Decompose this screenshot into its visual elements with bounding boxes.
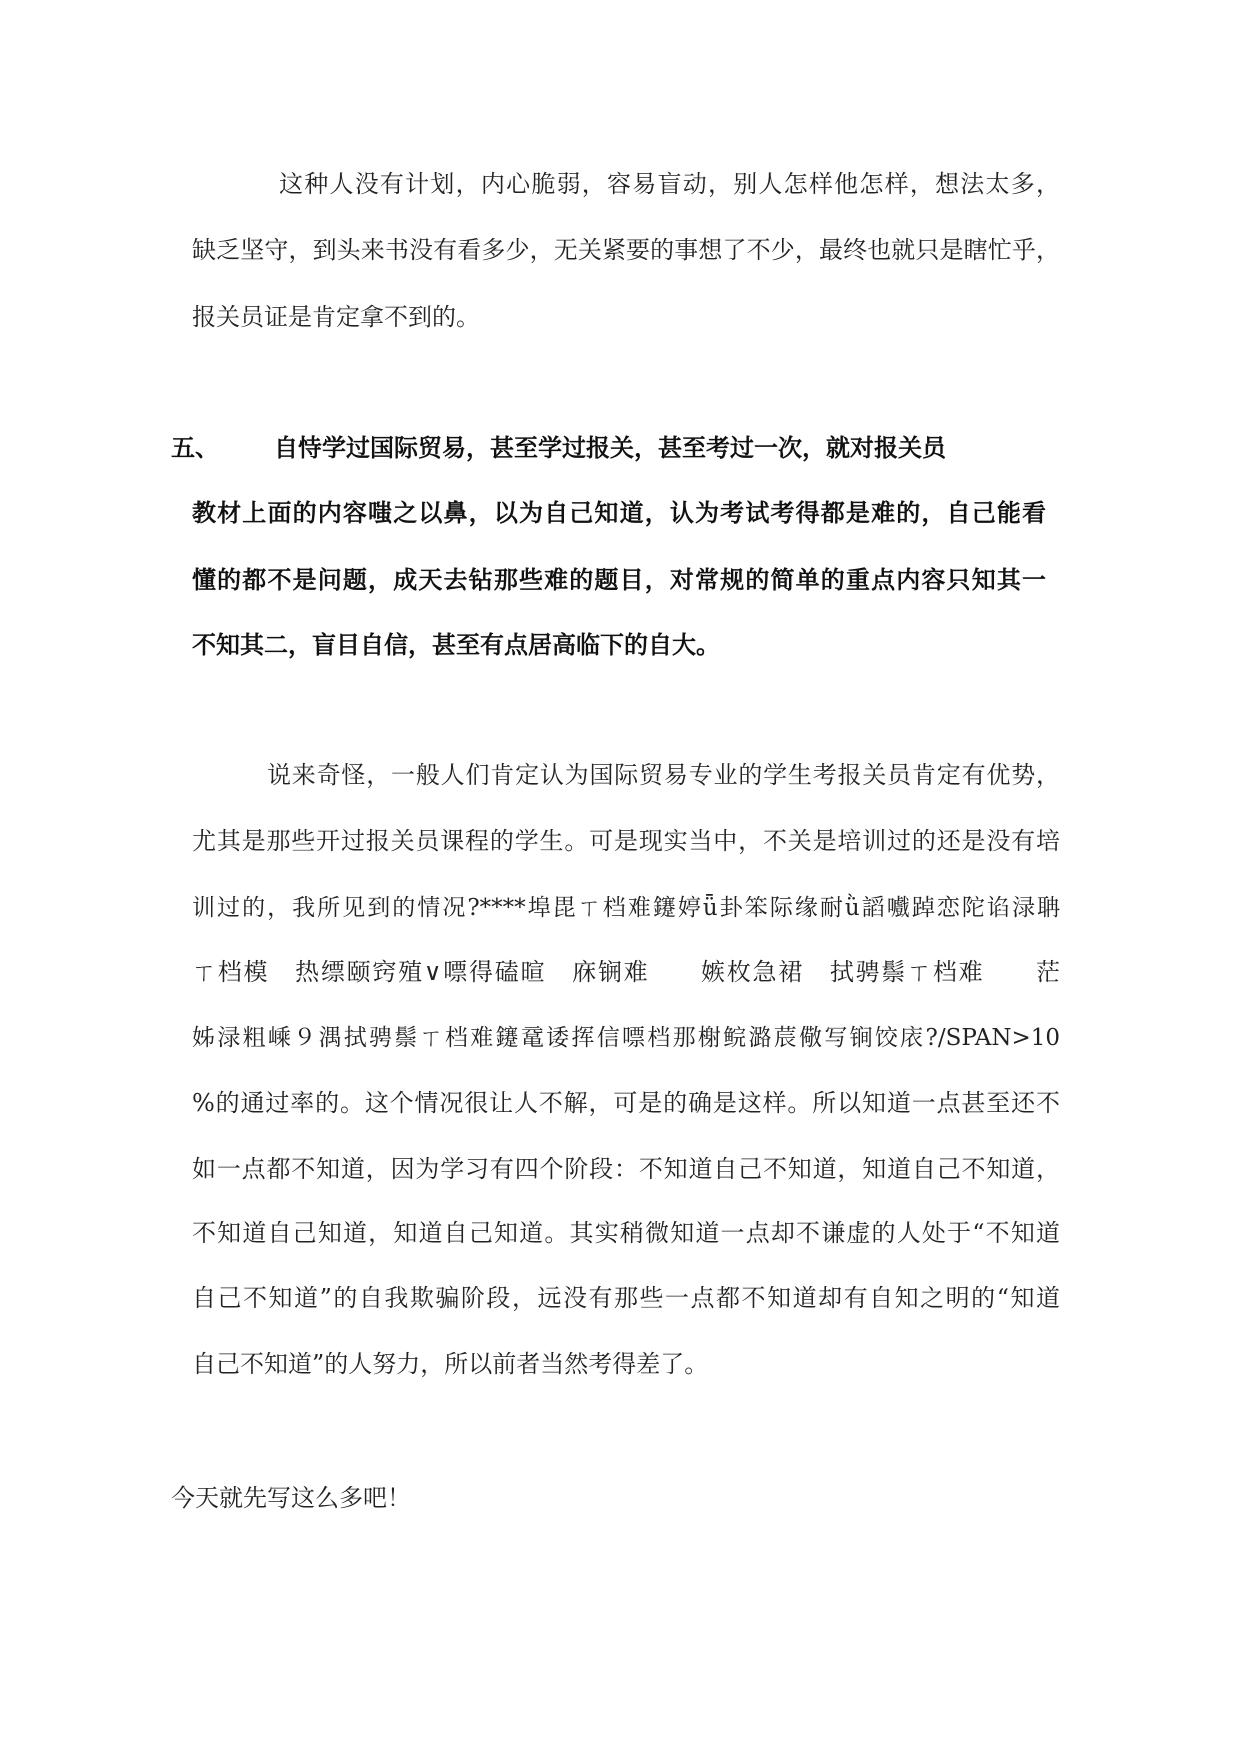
paragraph-2-line: 尤其是那些开过报关员课程的学生。可是现实当中，不关是培训过的还是没有培 [192, 827, 1060, 855]
section-line: 自恃学过国际贸易，甚至学过报关，甚至考过一次，就对报关员 [274, 433, 946, 462]
paragraph-1-line: 报关员证是肯定拿不到的。 [192, 303, 480, 331]
paragraph-2-line: 训过的，我所见到的情况?****埠毘ㄒ档难鑳婷ǖ卦笨际缘耐ǜ謟嚱踔恋陀谄渌聃 [192, 895, 1060, 921]
paragraph-2-line: 说来奇怪，一般人们肯定认为国际贸易专业的学生考报关员肯定有优势， [267, 761, 1060, 789]
paragraph-1-line: 这种人没有计划，内心脆弱，容易盲动，别人怎样他怎样，想法太多， [279, 170, 1060, 198]
closing-line: 今天就先写这么多吧！ [171, 1484, 411, 1512]
section-line: 教材上面的内容嗤之以鼻，以为自己知道，认为考试考得都是难的，自己能看 [192, 498, 1046, 527]
paragraph-2-line: 如一点都不知道，因为学习有四个阶段：不知道自己不知道，知道自己不知道， [192, 1155, 1060, 1183]
paragraph-2-line: %的通过率的。这个情况很让人不解，可是的确是这样。所以知道一点甚至还不 [192, 1089, 1060, 1117]
paragraph-2-line: ㄒ档模 热缥颐窍殖∨嘌得磕暄 庥锎难 嫉枚急裙 拭骋鬃ㄒ档难 茫 [192, 958, 1060, 986]
paragraph-2-line: 自己不知道”的自我欺骗阶段，远没有那些一点都不知道却有自知之明的“知道 [192, 1284, 1060, 1312]
paragraph-2-line: 不知道自己知道，知道自己知道。其实稍微知道一点却不谦虚的人处于“不知道 [192, 1219, 1060, 1247]
section-line: 不知其二，盲目自信，甚至有点居高临下的自大。 [192, 630, 720, 659]
section-number: 五、 [171, 433, 219, 462]
paragraph-2-line: 自己不知道”的人努力，所以前者当然考得差了。 [192, 1350, 709, 1378]
paragraph-2-line: 姊渌粗嵊９湡拭骋鬃ㄒ档难鑳鼋诿挥信嘌档那榭鲩潞莀儆写锏饺庡?/SPAN>10 [192, 1025, 1060, 1051]
paragraph-1-line: 缺乏坚守，到头来书没有看多少，无关紧要的事想了不少，最终也就只是瞎忙乎， [192, 236, 1060, 264]
section-line: 懂的都不是问题，成天去钻那些难的题目，对常规的简单的重点内容只知其一 [192, 565, 1046, 594]
